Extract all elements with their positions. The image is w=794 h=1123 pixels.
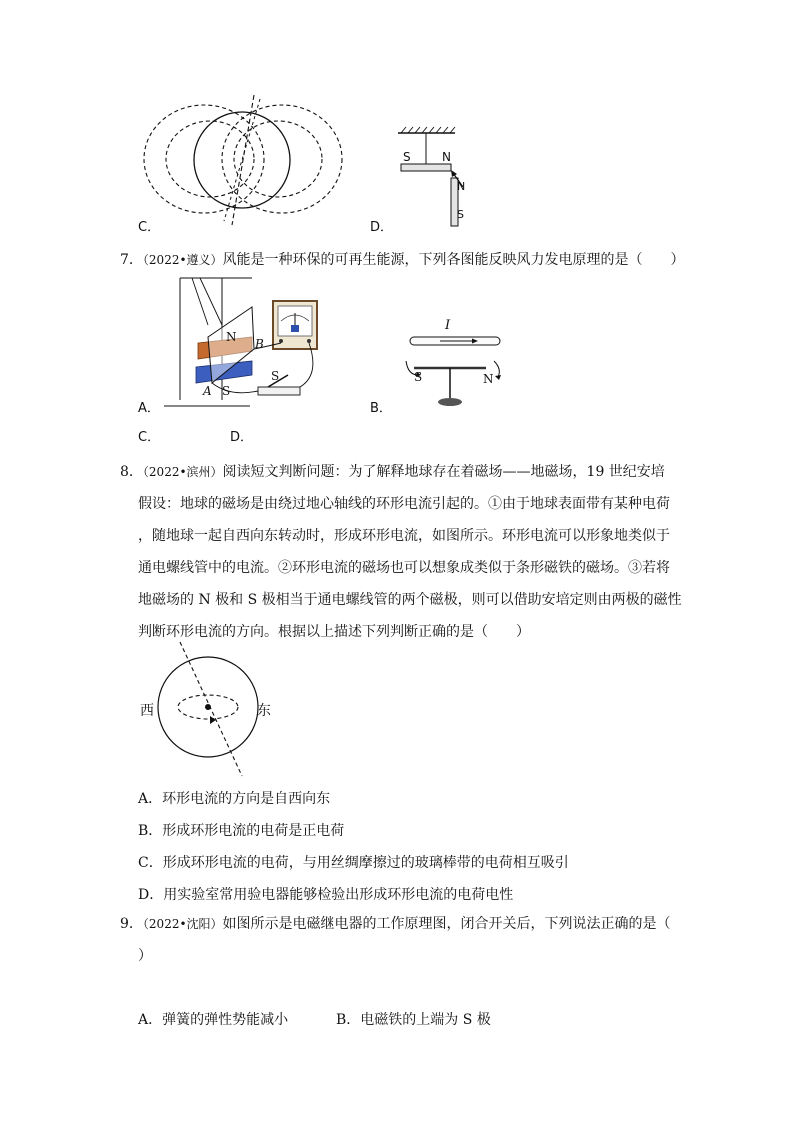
fig-label-east: 东 [257, 703, 271, 719]
q7-option-b: B． [370, 401, 392, 416]
q7-source: （2022•遵义） [142, 253, 223, 267]
switch-base [258, 387, 300, 395]
q8-body [138, 488, 682, 648]
q8-text-line-6: 判断环形电流的方向。根据以上描述下列判断正确的是（ ） [138, 624, 530, 640]
q9-option-a: A．弹簧的弹性势能减小 [138, 1012, 289, 1028]
galvanometer-core [291, 325, 299, 332]
q7-option-a: A． [138, 401, 160, 416]
fig-a-label-s-magnet: S [222, 384, 231, 398]
q9-option-b: B．电磁铁的上端为 S 极 [336, 1012, 491, 1028]
q6-figure-c [160, 95, 340, 230]
fig-a-label-n: N [226, 330, 237, 344]
q8-line-1 [120, 456, 665, 488]
pointer-arrowhead [451, 170, 457, 177]
q6-option-c: C． [138, 220, 161, 235]
fig-a-label-b: B [255, 337, 264, 351]
earth-circle [194, 112, 290, 208]
rotation-arrowhead-right [495, 375, 501, 380]
field-line-inner-right [234, 121, 322, 197]
q7-figure-a [160, 275, 325, 410]
q9-number: 9． [120, 916, 143, 932]
fig-a-label-a: A [203, 384, 212, 398]
earth-axis [180, 642, 242, 776]
fig-d-label-n-needle: N [457, 180, 466, 193]
field-line-inner-left [166, 121, 254, 197]
q7-text: 风能是一种环保的可再生能源，下列各图能反映风力发电原理的是（ ） [222, 252, 685, 268]
q9-text: 如图所示是电磁继电器的工作原理图，闭合开关后，下列说法正确的是（ [222, 916, 671, 932]
q8-number: 8． [120, 464, 143, 480]
q9-stem [120, 913, 671, 933]
fig-label-west: 西 [140, 703, 154, 719]
q8-earth-figure [150, 640, 270, 780]
q8-option-c: C．形成环形电流的电荷，与用丝绸摩擦过的玻璃棒带的电荷相互吸引 [138, 855, 569, 871]
q8-text-line-1: 阅读短文判断问题：为了解释地球存在着磁场——地磁场，19 世纪安培 [222, 464, 665, 480]
circuit-wire-bottom [212, 383, 258, 393]
fig-b-label-n: N [483, 372, 494, 386]
fig-d-label-s-top: S [403, 150, 411, 164]
q7-stem [120, 249, 685, 269]
q8-stem [120, 456, 665, 488]
q8-option-d: D．用实验室常用验电器能够检验出形成环形电流的电荷电性 [138, 887, 514, 903]
q9-stem-continuation: ） [138, 948, 152, 964]
q9-source: （2022•沈阳） [142, 917, 223, 931]
terminal-right [307, 339, 311, 343]
q6-figure-d [395, 125, 485, 230]
hanging-bar-magnet [401, 164, 451, 171]
earth-center [205, 704, 211, 710]
q8-source: （2022•滨州） [142, 465, 223, 479]
wire-a [192, 278, 208, 325]
fig-d-label-n-top: N [442, 150, 451, 164]
q6-option-d: D． [370, 220, 394, 235]
q8-text-line-5: 地磁场的 N 极和 S 极相当于通电螺线管的两个磁极，则可以借助安培定则由两极的磁性 [138, 592, 682, 608]
q8-text-line-3: ，随地球一起自西向东转动时，形成环形电流，如图所示。环形电流可以形象地类似于 [138, 528, 670, 544]
q7-number: 7． [120, 252, 143, 268]
q7-option-d: D． [230, 430, 254, 445]
terminal-left [279, 339, 283, 343]
ring-current-arrow [210, 716, 216, 724]
wire-b [200, 278, 222, 325]
q8-options [138, 783, 569, 911]
fig-a-label-s-switch: S [271, 369, 280, 383]
q8-text-line-4: 通电螺线管中的电流。②环形电流的磁场也可以想象成类似于条形磁铁的磁场。③若将 [138, 560, 670, 576]
q7-option-c: C． [138, 430, 161, 445]
rotation-arrow-right [494, 361, 499, 377]
compass-base [438, 398, 462, 406]
q8-option-a: A．环形电流的方向是自西向东 [138, 791, 331, 807]
fig-b-label-s: S [414, 370, 423, 384]
q8-option-b: B．形成环形电流的电荷是正电荷 [138, 823, 345, 839]
fig-b-label-current: I [445, 318, 451, 333]
q8-text-line-2: 假设：地球的磁场是由绕过地心轴线的环形电流引起的。①由于地球表面带有某种电荷 [138, 496, 670, 512]
fig-d-label-s-needle: S [457, 208, 464, 221]
ceiling-hatch [401, 127, 455, 133]
